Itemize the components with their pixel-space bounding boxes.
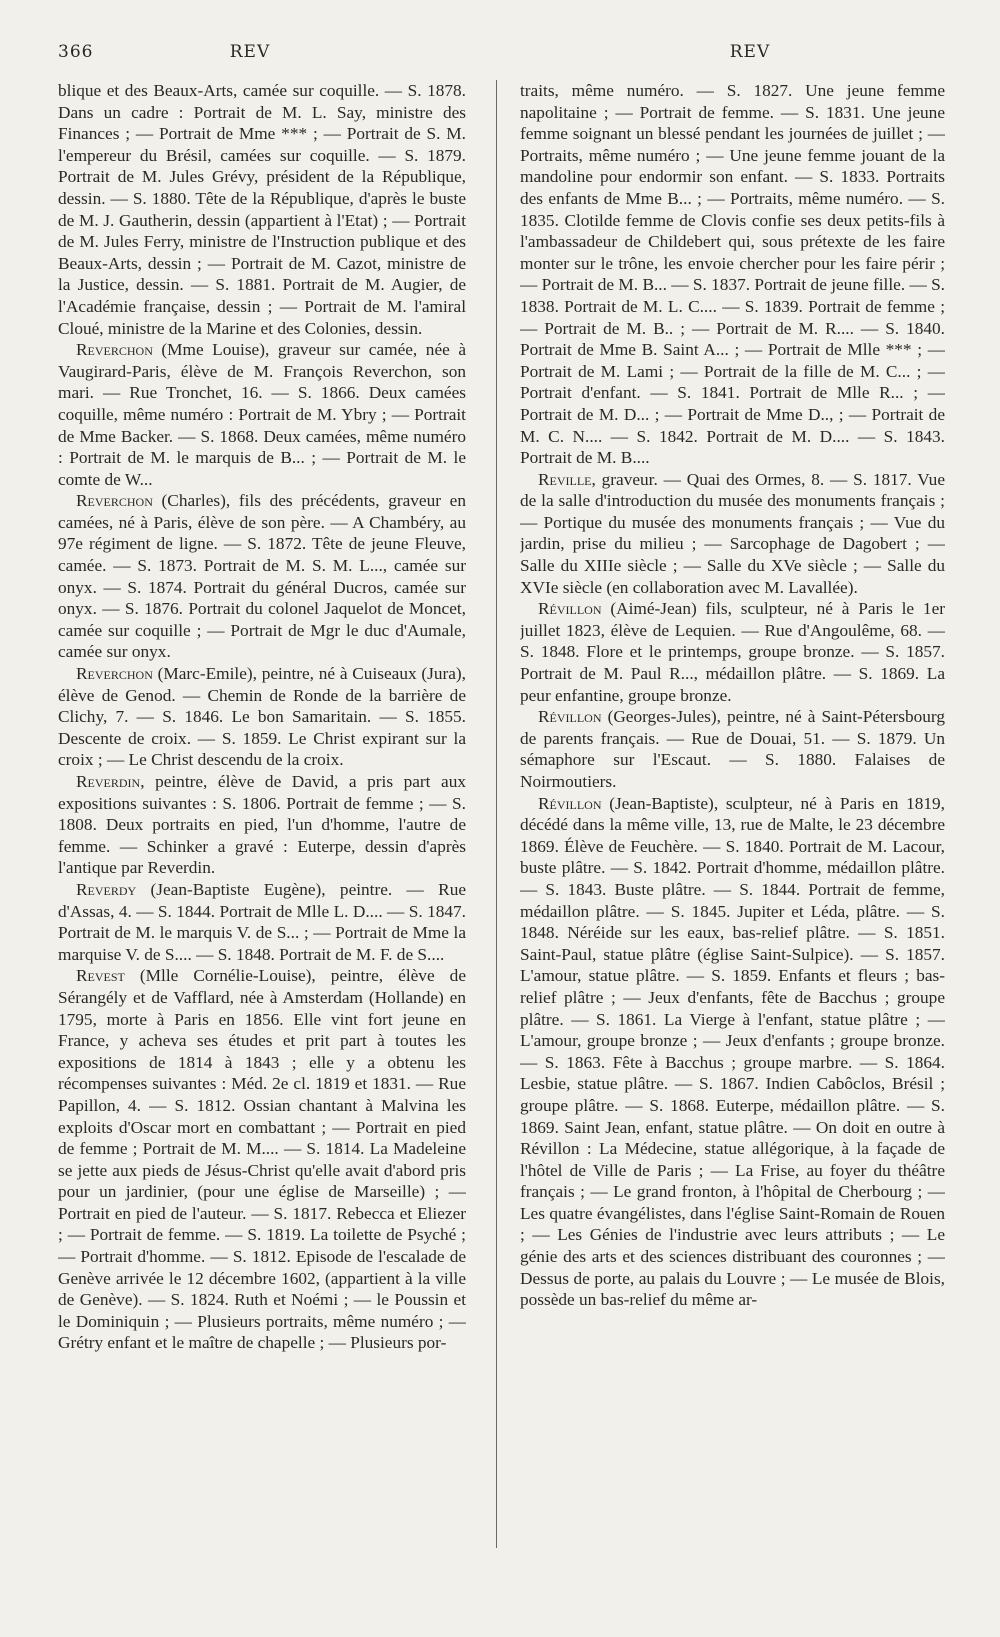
entry-headword: Révillon: [538, 707, 602, 727]
entry-reverchon-charles: [58, 490, 466, 663]
entry-headword: Reverchon: [76, 340, 153, 360]
entry-body: (Marc-Emile), peintre, né à Cuiseaux (Jura), élève de Genod. — Chemin de Ronde de la barrière de Clichy, 7. — S. 1846. Le bon Samaritain. — S. 1855. Descente de croix. — S. 1859. Le Christ expirant sur la croix ; — Le Christ descendu de la croix.: [58, 664, 466, 770]
entry-headword: Reverchon: [76, 491, 153, 511]
entry-headword: Reville: [538, 469, 592, 489]
entry-reverdin: [58, 771, 466, 879]
running-head-right: REV: [729, 42, 771, 62]
entry-body: (Charles), fils des précédents, graveur en camées, né à Paris, élève de son père. — A Chambéry, au 97e régiment de ligne. — S. 1872. Tête de jeune Fleuve, camée. — S. 1873. Portrait de M. S. M. L..., camée sur onyx. — S. 1874. Portrait du général Ducros, camée sur onyx. — S. 1876. Portrait du colonel Jaquelot de Moncet, camée sur coquille ; — Portrait de Mgr le duc d'Aumale, camée sur onyx.: [58, 491, 466, 662]
entry-reverchon-louise: [58, 339, 466, 490]
page-number: 366: [58, 42, 94, 62]
entry-body: (Mme Louise), graveur sur camée, née à Vaugirard-Paris, élève de M. François Reverchon, son mari. — Rue Tronchet, 16. — S. 1866. Deux camées coquille, même numéro : Portrait de M. Ybry ; — Portrait de Mme Backer. — S. 1868. Deux camées, même numéro : Portrait de M. le marquis de B... ; — Portrait de M. le comte de W...: [58, 340, 466, 489]
entry-headword: Reverdy: [76, 879, 137, 899]
entry-reverdy: [58, 879, 466, 965]
entry-headword: Revest: [76, 966, 125, 986]
entry-body: (Jean-Baptiste), sculpteur, né à Paris en 1819, décédé dans la même ville, 13, rue de Malte, le 23 décembre 1869. Élève de Feuchère. — S. 1840. Portrait de M. Lacour, buste plâtre. — S. 1842. Portrait d'homme, médaillon plâtre. — S. 1843. Buste plâtre. — S. 1844. Portrait de femme, médaillon plâtre. — S. 1845. Jupiter et Léda, plâtre. — S. 1848. Néréide sur les eaux, bas-relief plâtre. — S. 1851. Saint-Paul, statue plâtre (église Saint-Sulpice). — S. 1857. L'amour, statue plâtre. — S. 1859. Enfants et fleurs ; bas-relief plâtre ; — Jeux d'enfants, fête de Bacchus ; groupe plâtre. — S. 1861. La Vierge à l'enfant, statue plâtre ; — L'amour, groupe bronze ; — Jeux d'enfants ; groupe bronze. — S. 1863. Fête à Bacchus ; groupe marbre. — S. 1864. Lesbie, statue plâtre. — S. 1867. Indien Cabôclos, Brésil ; groupe plâtre. — S. 1868. Euterpe, médaillon plâtre. — S. 1869. Saint Jean, enfant, statue plâtre. — On doit en outre à Révillon : La Médecine, statue allégorique, à la façade de l'hôtel de Ville de Paris ; — La Frise, au foyer du théâtre français ; — Le grand fronton, à l'hôpital de Cherbourg ; — Les quatre évangélistes, dans l'église Saint-Romain de Rouen ; — Les Génies de l'industrie avec leurs attributs ; — Le génie des arts et des sciences distribuant des couronnes ; — Dessus de porte, au palais du Louvre ; — Le musée de Blois, possède un bas-relief du même ar-: [520, 793, 945, 1310]
entry-body: (Mlle Cornélie-Louise), peintre, élève de Sérangély et de Vafflard, née à Amsterdam (Hollande) en 1795, morte à Paris en 1856. Elle vint fort jeune en France, y acheva ses études et prit part à toutes les expositions de 1814 à 1843 ; elle y a obtenu les récompenses suivantes : Méd. 2e cl. 1819 et 1831. — Rue Papillon, 4. — S. 1812. Ossian chantant à Malvina les exploits d'Oscar mort en combattant ; — Portrait en pied de femme ; Portrait de M. M.... — S. 1814. La Madeleine se jette aux pieds de Jésus-Christ qu'elle avait d'abord pris pour un jardinier, (pour une église de Marseille) ; — Portrait en pied de l'auteur. — S. 1817. Rebecca et Eliezer ; — Portrait de femme. — S. 1819. La toilette de Psyché ; — Portrait d'homme. — S. 1812. Episode de l'escalade de Genève arrivée le 12 décembre 1602, (appartient à la ville de Genève). — S. 1824. Ruth et Noémi ; — le Poussin et le Dominiquin ; — Plusieurs portraits, même numéro ; — Grétry enfant et le maître de chapelle ; — Plusieurs por-: [58, 966, 466, 1353]
running-head-left: REV: [229, 42, 271, 62]
entry-body: (Georges-Jules), peintre, né à Saint-Pétersbourg de parents français. — Rue de Douai, 51. — S. 1879. Un sémaphore sur l'Escaut. — S. 1880. Falaises de Noirmoutiers.: [520, 707, 945, 791]
entry-body: (Jean-Baptiste Eugène), peintre. — Rue d'Assas, 4. — S. 1844. Portrait de Mlle L. D.... — S. 1847. Portrait de M. le marquis V. de S... ; — Portrait de Mme la marquise V. de S.... — S. 1848. Portrait de M. F. de S....: [58, 879, 466, 964]
entry-headword: Révillon: [538, 599, 602, 619]
entry-reville: [520, 469, 945, 599]
entry-revillon-jean-baptiste: [520, 793, 945, 1311]
entry-body: , peintre, élève de David, a pris part aux expositions suivantes : S. 1806. Portrait de femme ; — S. 1808. Deux portraits en pied, l'un d'homme, l'autre de femme. — Schinker a gravé : Euterpe, dessin d'après l'antique par Reverdin.: [58, 772, 466, 878]
entry-headword: Révillon: [538, 793, 602, 813]
entry-revest: [58, 965, 466, 1354]
entry-headword: Reverdin: [76, 772, 141, 791]
right-column: [520, 80, 945, 1620]
entry-body: , graveur. — Quai des Ormes, 8. — S. 1817. Vue de la salle d'introduction du musée des monuments français ; — Portique du musée des monuments français ; — Vue du jardin, prise du milieu ; — Sarcophage de Dagobert ; — Salle du XIIIe siècle ; — Salle du XVe siècle ; — Salle du XVIe siècle (en collaboration avec M. Lavallée).: [520, 469, 945, 597]
column-divider: [496, 80, 497, 1548]
entry-revillon-aime-jean: [520, 598, 945, 706]
entry-revest-continued: traits, même numéro. — S. 1827. Une jeune femme napolitaine ; — Portrait de femme. — S. 1831. Une jeune femme soignant un blessé pendant les journées de juillet ; — Portraits, même numéro ; — Une jeune femme jouant de la mandoline pour endormir son enfant. — S. 1833. Portraits des enfants de Mme B... ; — Portraits, même numéro. — S. 1835. Clotilde femme de Clovis confie ses deux petits-fils à l'ambassadeur de Childebert qui, sous prétexte de les faire monter sur le trône, les envoie chercher pour les faire périr ; — Portrait de M. B... — S. 1837. Portrait de jeune fille. — S. 1838. Portrait de M. L. C.... — S. 1839. Portrait de femme ; — Portrait de M. B.. ; — Portrait de M. R.... — S. 1840. Portrait de Mme B. Saint A... ; — Portrait de Mlle *** ; — Portrait de M. Lami ; — Portrait de la fille de M. C... ; — Portrait d'enfant. — S. 1841. Portrait de Mlle R... ; — Portrait de M. D... ; — Portrait de Mme D.., ; — Portrait de M. C. N.... — S. 1842. Portrait de M. D.... — S. 1843. Portrait de M. B....: [520, 81, 945, 468]
entry-reverchon-marc-emile: [58, 663, 466, 771]
page-header: [58, 42, 942, 72]
entry-body: (Aimé-Jean) fils, sculpteur, né à Paris le 1er juillet 1823, élève de Lequien. — Rue d'Angoulême, 68. — S. 1848. Flore et le printemps, groupe bronze. — S. 1857. Portrait de M. Paul R..., médaillon plâtre. — S. 1869. La peur enfantine, groupe bronze.: [520, 599, 945, 705]
entry-revillon-georges-jules: [520, 706, 945, 792]
entry-continued: blique et des Beaux-Arts, camée sur coquille. — S. 1878. Dans un cadre : Portrait de M. L. Say, ministre des Finances ; — Portrait de Mme *** ; — Portrait de S. M. l'empereur du Brésil, camées sur coquille. — S. 1879. Portrait de M. Jules Grévy, président de la République, dessin. — S. 1880. Tête de la République, d'après le buste de M. J. Gautherin, dessin (appartient à l'Etat) ; — Portrait de M. Jules Ferry, ministre de l'Instruction publique et des Beaux-Arts, dessin ; — Portrait de M. Cazot, ministre de la Justice, dessin. — S. 1881. Portrait de M. Augier, de l'Académie française, dessin ; — Portrait de M. l'amiral Cloué, ministre de la Marine et des Colonies, dessin.: [58, 81, 466, 338]
entry-headword: Reverchon: [76, 664, 153, 684]
left-column: [58, 80, 466, 1620]
